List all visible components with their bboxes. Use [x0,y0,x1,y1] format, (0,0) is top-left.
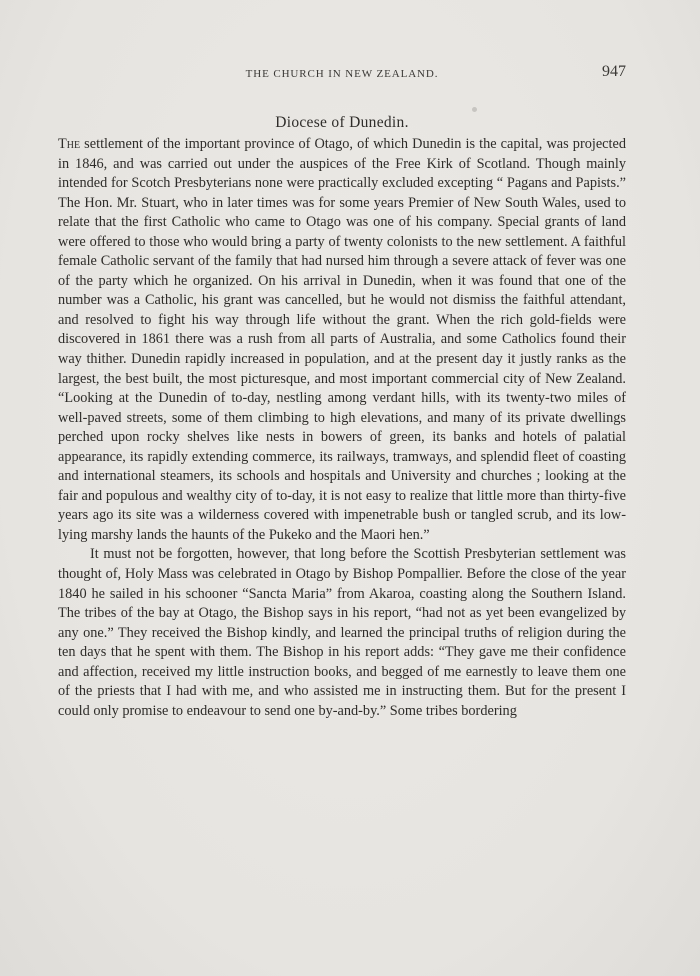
body-text [58,135,626,721]
paragraph-1-text: settlement of the important province of Otago, of which Dunedin is the capital, was projected in 1846, and was carried out under the auspices of the Free Kirk of Scotland. Though mainly intended for Scotch Presbyterians none were practically excluded excepting “ Pagans and Papists.” The Hon. Mr. Stuart, who in later times was for some years Premier of New South Wales, used to relate that the first Catholic who came to Otago was one of his company. Special grants of land were offered to those who would bring a party of twenty colonists to the new settlement. A faithful female Catholic servant of the family that had nursed him through a severe attack of fever was one of the party which he organized. On his arrival in Dunedin, when it was found that one of the number was a Catholic, his grant was cancelled, but he would not dismiss the faithful attendant, and resolved to fight his way through life without the grant. When the rich gold-fields were discovered in 1861 there was a rush from all parts of Australia, and some Catholics found their way thither. Dunedin rapidly increased in population, and at the present day it justly ranks as the largest, the best built, the most picturesque, and most important commercial city of New Zealand. “Looking at the Dunedin of to-day, nestling among verdant hills, with its twenty-two miles of well-paved streets, some of them climbing to high elevations, and many of its private dwellings perched upon rocky shelves like nests in bowers of green, its banks and hotels of palatial appearance, its rapidly extending commerce, its railways, tramways, and splendid fleet of coasting and international steamers, its schools and hospitals and University and churches ; looking at the fair and populous and wealthy city of to-day, it is not easy to realize that little more than thirty-five years ago its site was a wilderness covered with impenetrable bush or tangled scrub, and its low-lying marshy lands the haunts of the Pukeko and the Maori hen.” [58,136,626,543]
section-title: Diocese of Dunedin. [275,114,409,131]
paragraph-1 [58,135,626,545]
paragraph-2: It must not be forgotten, however, that long before the Scottish Presbyterian settlement was thought of, Holy Mass was celebrated in Otago by Bishop Pompallier. Before the close of the year 1840 he sailed in his schooner “Sancta Maria” from Akaroa, coasting along the Southern Island. The tribes of the bay at Otago, the Bishop says in his report, “had not as yet been evangelized by any one.” They received the Bishop kindly, and learned the principal truths of religion during the ten days that he spent with them. The Bishop in his report adds: “They gave me their confidence and affection, received my little instruction books, and begged of me earnestly to leave them one of the priests that I had with me, and who assisted me in instructing them. But for the present I could only promise to endeavour to send one by-and-by.” Some tribes bordering [58,546,626,719]
paragraph-lead-word: The [58,136,81,152]
page-number: 947 [602,63,626,80]
running-head [58,65,626,85]
paper-speck [472,107,477,112]
running-title: THE CHURCH IN NEW ZEALAND. [245,68,439,80]
